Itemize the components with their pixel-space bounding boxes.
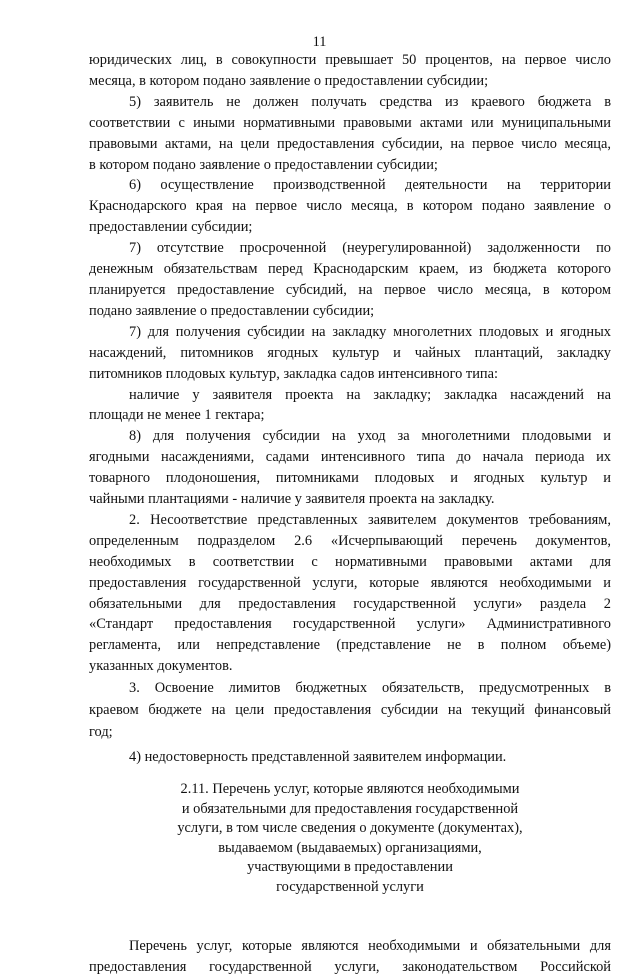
text-line: Краснодарского края на первое число месяца, в котором подано заявление о — [89, 198, 611, 215]
text-line: товарного плодоношения, питомниками плодовых и ягодных культур и — [89, 470, 611, 487]
text-line: площади не менее 1 гектара; — [89, 407, 265, 424]
heading-line: услуги, в том числе сведения о документе (документах), — [177, 820, 523, 837]
text-line: обязательными для предоставления государственной услуги» раздела 2 — [89, 595, 611, 612]
section-heading — [89, 780, 611, 898]
text-line: наличие у заявителя проекта на закладку; закладка насаждений на — [129, 386, 611, 403]
heading-line: выдаваемом (выдаваемых) организациями, — [218, 839, 482, 856]
spacer — [89, 768, 611, 780]
paragraph — [89, 238, 611, 322]
text-line: насаждений, питомников ягодных культур и чайных плантаций, закладку — [89, 344, 611, 361]
paragraph — [89, 385, 611, 427]
document-body — [89, 50, 611, 977]
paragraph — [89, 510, 611, 677]
paragraph — [89, 677, 611, 743]
text-line: в котором подано заявление о предоставлении субсидии; — [89, 156, 438, 173]
text-line: краевом бюджете на цели предоставления субсидии на текущий финансовый — [89, 702, 611, 719]
text-line: определенным подразделом 2.6 «Исчерпывающий перечень документов, — [89, 532, 611, 549]
paragraph — [89, 92, 611, 176]
text-line: 5) заявитель не должен получать средства из краевого бюджета в — [129, 93, 611, 110]
text-line: регламента, или непредставление (представление не в полном объеме) — [89, 637, 611, 654]
paragraph — [89, 50, 611, 92]
text-line: правовыми актами, на цели предоставления субсидии, на первое число месяца, — [89, 135, 611, 152]
text-line: юридических лиц, в совокупности превышает 50 процентов, на первое число — [89, 52, 611, 68]
text-line: 2. Несоответствие представленных заявителем документов требованиям, — [129, 511, 611, 528]
text-line: питомников плодовых культур, закладка садов интенсивного типа: — [89, 365, 498, 382]
heading-line: участвующими в предоставлении — [247, 859, 453, 876]
text-line: чайными плантациями - наличие у заявителя проекта на закладку. — [89, 491, 495, 508]
text-line: «Стандарт предоставления государственной услуги» Административного — [89, 616, 611, 633]
text-line: 6) осуществление производственной деятельности на территории — [129, 177, 611, 194]
paragraph — [89, 322, 611, 385]
text-line: 3. Освоение лимитов бюджетных обязательств, предусмотренных в — [129, 680, 611, 697]
text-line: предоставлении субсидии; — [89, 219, 253, 236]
paragraph — [89, 175, 611, 238]
spacer — [89, 898, 611, 936]
paragraph — [89, 426, 611, 510]
text-line: 7) для получения субсидии на закладку многолетних плодовых и ягодных — [129, 323, 611, 340]
text-line: 8) для получения субсидии на уход за многолетними плодовыми и — [129, 428, 611, 445]
heading-line: 2.11. Перечень услуг, которые являются необходимыми — [180, 781, 520, 798]
text-line: год; — [89, 724, 113, 741]
heading-line: и обязательными для предоставления государственной — [181, 800, 519, 817]
text-line: ягодными насаждениями, садами интенсивного типа до начала периода их — [89, 449, 611, 466]
text-line: указанных документов. — [89, 658, 233, 675]
paragraph — [89, 747, 611, 768]
text-line: 7) отсутствие просроченной (неурегулированной) задолженности по — [129, 240, 611, 257]
page-number: 11 — [312, 34, 327, 50]
text-line: месяца, в котором подано заявление о предоставлении субсидии; — [89, 72, 489, 89]
text-line: необходимых в соответствии с нормативными правовыми актами для — [89, 553, 611, 570]
text-line: денежным обязательствам перед Краснодарским краем, из бюджета которого — [89, 261, 611, 278]
heading-line: государственной услуги — [276, 879, 424, 896]
text-line: планируется предоставление субсидий, на первое число месяца, в котором — [89, 281, 611, 298]
text-line: предоставления государственной услуги, которые являются необходимыми и — [89, 574, 611, 591]
text-line: 4) недостоверность представленной заявителем информации. — [129, 749, 507, 766]
text-line: соответствии с иными нормативными правовыми актами или муниципальными — [89, 114, 611, 131]
text-line: предоставления государственной услуги, законодательством Российской — [89, 958, 611, 975]
text-line: Перечень услуг, которые являются необходимыми и обязательными для — [129, 937, 611, 954]
text-line: подано заявление о предоставлении субсидии; — [89, 302, 375, 319]
paragraph — [89, 936, 611, 977]
